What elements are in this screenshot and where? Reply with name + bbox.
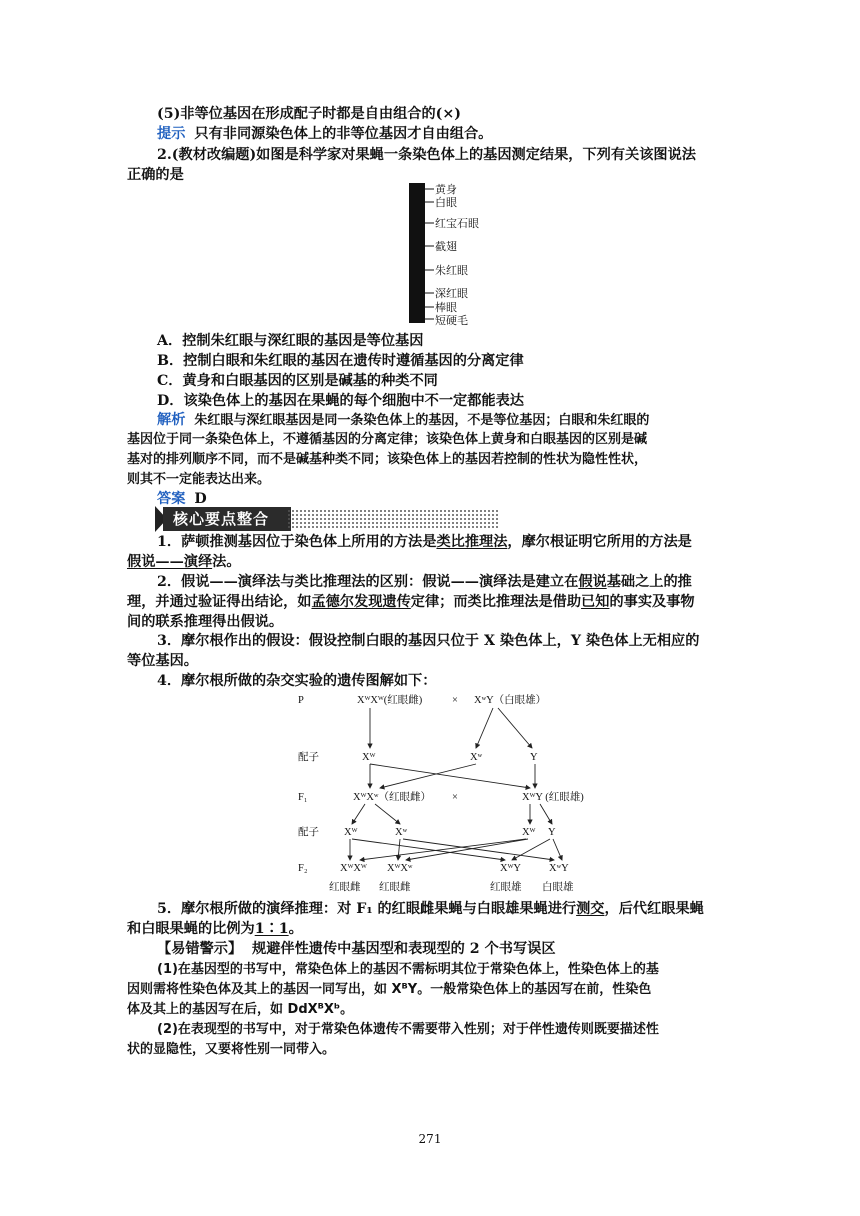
question-2-line1: 2.(教材改编题)如图是科学家对果蝇一条染色体上的基因测定结果，下列有关该图说法 bbox=[157, 147, 696, 163]
point-3-line1: 3．摩尔根作出的假设：假设控制白眼的基因只位于 X 染色体上，Y 染色体上无相应的 bbox=[157, 633, 700, 649]
point-5-line1: 5．摩尔根所做的演绎推理：对 F₁ 的红眼雌果蝇与白眼雄果蝇进行测交，后代红眼果蝇 bbox=[157, 901, 704, 917]
point-2-line3: 间的联系推理得出假说。 bbox=[127, 614, 284, 630]
warning-2-line1: (2)在表现型的书写中，对于常染色体遗传不需要带入性别；对于伴性遗传则既要描述性 bbox=[157, 1022, 659, 1037]
gene-label: 截翅 bbox=[435, 241, 457, 253]
gamete-label: 配子 bbox=[298, 752, 319, 763]
hint: 提示 只有非同源染色体上的非等位基因才自由组合。 bbox=[157, 126, 493, 142]
warning-heading: 【易错警示】 规避伴性遗传中基因型和表现型的 2 个书写误区 bbox=[157, 941, 556, 957]
gen-f1-label: F₁ bbox=[298, 792, 308, 803]
f1-gamete-1: Xᵂ bbox=[344, 827, 358, 838]
point-5-line2: 和白眼果蝇的比例为1∶1。 bbox=[127, 921, 303, 937]
genetic-cross-diagram bbox=[290, 690, 590, 895]
gamete-y: Y bbox=[530, 752, 538, 763]
answer: 答案 D bbox=[157, 491, 207, 507]
cross-symbol-f1: × bbox=[452, 792, 458, 803]
analysis-line4: 则其不一定能表达出来。 bbox=[127, 472, 271, 487]
p-male: XʷY（白眼雄） bbox=[474, 695, 547, 706]
answer-label: 答案 bbox=[157, 491, 186, 507]
section-banner bbox=[155, 506, 500, 532]
banner-dots bbox=[287, 509, 499, 529]
option-d: D．该染色体上的基因在果蝇的每个细胞中不一定都能表达 bbox=[157, 393, 524, 409]
chromosome-figure bbox=[400, 180, 510, 330]
cross-symbol: × bbox=[452, 695, 458, 706]
point-1-line2: 假说——演绎法。 bbox=[127, 554, 241, 570]
hint-label: 提示 bbox=[157, 126, 186, 142]
gene-label: 深红眼 bbox=[435, 288, 468, 300]
f1-female: XᵂXʷ（红眼雌） bbox=[353, 792, 431, 803]
f1-male: XᵂY (红眼雄) bbox=[522, 792, 584, 803]
warning-1-line3: 体及其上的基因写在后，如 DdXᴮXᵇ。 bbox=[127, 1002, 354, 1017]
point-2-line1: 2．假说——演绎法与类比推理法的区别：假说——演绎法是建立在假说基础之上的推 bbox=[157, 574, 692, 590]
option-a: A．控制朱红眼与深红眼的基因是等位基因 bbox=[157, 333, 424, 349]
point-4: 4．摩尔根所做的杂交实验的遗传图解如下： bbox=[157, 673, 437, 689]
point-2-line2: 理，并通过验证得出结论，如孟德尔发现遗传定律；而类比推理法是借助已知的事实及事物 bbox=[127, 594, 695, 610]
gamete-label-f1: 配子 bbox=[298, 827, 319, 838]
gamete-xw-recessive: Xʷ bbox=[470, 752, 483, 763]
option-b: B．控制白眼和朱红眼的基因在遗传时遵循基因的分离定律 bbox=[157, 353, 524, 369]
page-number: 271 bbox=[418, 1132, 442, 1146]
chromosome-bar bbox=[409, 183, 425, 323]
f1-gamete-2: Xʷ bbox=[395, 827, 408, 838]
gene-label: 白眼 bbox=[435, 197, 457, 209]
f2-phenotype-4: 白眼雄 bbox=[542, 882, 574, 893]
f2-genotype-2: XᵂXʷ bbox=[387, 863, 413, 874]
analysis-line1: 解析 朱红眼与深红眼基因是同一条染色体上的基因，不是等位基因；白眼和朱红眼的 bbox=[157, 412, 650, 428]
analysis-label: 解析 bbox=[157, 412, 186, 428]
gene-label: 黄身 bbox=[435, 184, 457, 196]
f2-genotype-3: XᵂY bbox=[500, 863, 521, 874]
warning-1-line2: 因则需将性染色体及其上的基因一同写出，如 XᴮY。一般常染色体上的基因写在前，性染色 bbox=[127, 982, 652, 997]
gene-label: 红宝石眼 bbox=[435, 218, 479, 230]
point-3-line2: 等位基因。 bbox=[127, 653, 198, 669]
gene-label: 棒眼 bbox=[435, 302, 457, 314]
gen-p-label: P bbox=[298, 695, 304, 706]
section-title: 核心要点整合 bbox=[163, 507, 291, 531]
f1-gamete-4: Y bbox=[548, 827, 556, 838]
f2-phenotype-3: 红眼雄 bbox=[490, 882, 522, 893]
f2-genotype-1: XᵂXᵂ bbox=[340, 863, 367, 874]
f2-phenotype-1: 红眼雌 bbox=[329, 882, 361, 893]
option-c: C．黄身和白眼基因的区别是碱基的种类不同 bbox=[157, 373, 438, 389]
question-2-line2: 正确的是 bbox=[127, 167, 184, 183]
analysis-line2: 基因位于同一条染色体上，不遵循基因的分离定律；该染色体上黄身和白眼基因的区别是碱 bbox=[127, 432, 648, 447]
gene-label: 朱红眼 bbox=[435, 265, 468, 277]
point-1-line1: 1．萨顿推测基因位于染色体上所用的方法是类比推理法，摩尔根证明它所用的方法是 bbox=[157, 534, 692, 550]
f2-phenotype-2: 红眼雌 bbox=[379, 882, 411, 893]
analysis-line3: 基对的排列顺序不同，而不是碱基种类不同；该染色体上的基因若控制的性状为隐性性状， bbox=[127, 452, 648, 467]
gamete-xw-dominant: Xᵂ bbox=[362, 752, 376, 763]
warning-2-line2: 状的显隐性，又要将性别一同带入。 bbox=[127, 1042, 336, 1057]
warning-1-line1: (1)在基因型的书写中，常染色体上的基因不需标明其位于常染色体上，性染色体上的基 bbox=[157, 962, 659, 977]
gene-label: 短硬毛 bbox=[435, 315, 468, 327]
p-female: XᵂXᵂ(红眼雌) bbox=[357, 695, 423, 706]
f2-genotype-4: XʷY bbox=[549, 863, 569, 874]
warning-label: 【易错警示】 bbox=[157, 941, 243, 957]
question-5: (5)非等位基因在形成配子时都是自由组合的(×) bbox=[157, 106, 461, 122]
gen-f2-label: F₂ bbox=[298, 863, 308, 874]
f1-gamete-3: Xᵂ bbox=[522, 827, 536, 838]
